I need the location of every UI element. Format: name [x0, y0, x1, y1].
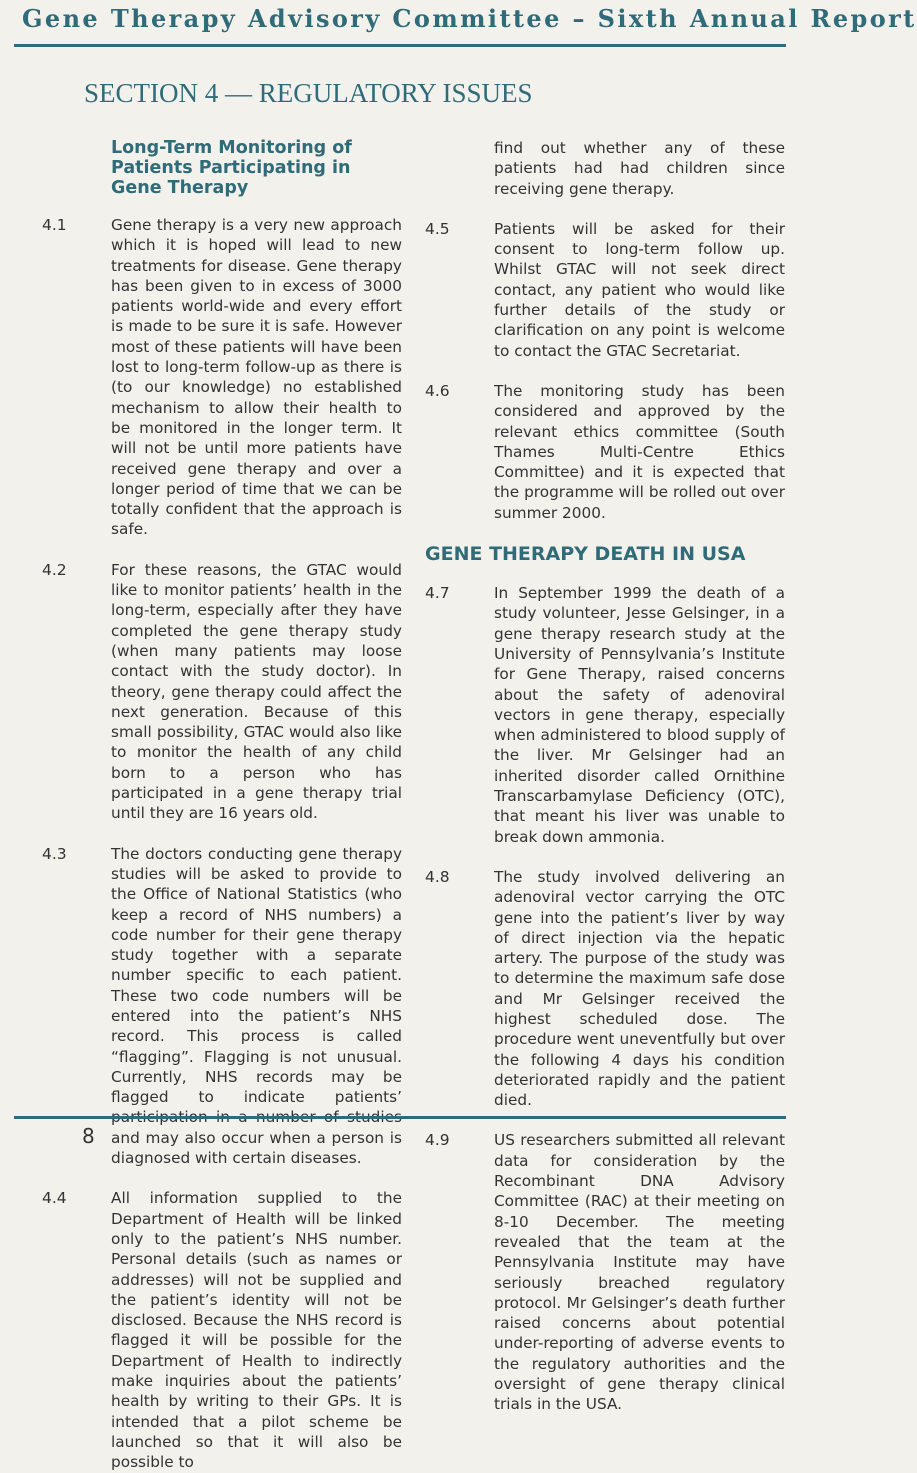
paragraph-number: 4.3: [42, 844, 67, 863]
paragraph-number: 4.8: [425, 867, 450, 886]
paragraph-4-8: [425, 867, 785, 1111]
left-column: [42, 138, 402, 1473]
death-heading: GENE THERAPY DEATH IN USA: [425, 543, 746, 566]
header-rule: [14, 44, 786, 47]
paragraph-4-9: [425, 1130, 785, 1414]
paragraph-text: Gene therapy is a very new approach which it is hoped will lead to new treatments for disease. Gene therapy has been given to in excess of 3000 patients world-wide and every effort is made to be sure it is safe. However most of these patients will have been lost to long-term follow-up as there is (to our knowledge) no established mechanism to allow their health to be monitored in the longer term. It will not be until more patients have received gene therapy and over a longer period of time that we can be totally confident that the approach is safe.: [111, 216, 402, 539]
paragraph-4-5: [425, 219, 785, 361]
paragraph-number: 4.9: [425, 1131, 450, 1150]
paragraph-4-1: [42, 215, 402, 540]
page-number: 8: [82, 1124, 95, 1148]
paragraph-4-4: [42, 1188, 402, 1472]
paragraph-4-7: [425, 583, 785, 847]
paragraph-text: Patients will be asked for their consent to long-term follow up. Whilst GTAC will not seek direct contact, any patient who would like further details of the study or clarification on any point is welcome to contact the GTAC Secretariat.: [494, 219, 785, 360]
paragraph-text: US researchers submitted all relevant data for consideration by the Recombinant DNA Advisory Committee (RAC) at their meeting on 8-10 December. The meeting revealed that the team at the Pennsylvania Institute may have seriously breached regulatory protocol. Mr Gelsinger’s death further raised concerns about potential under-reporting of adverse events to the regulatory authorities and the oversight of gene therapy clinical trials in the USA.: [494, 1131, 785, 1414]
right-column: [425, 138, 785, 1415]
paragraph-number: 4.2: [42, 560, 67, 579]
paragraph-text: All information supplied to the Department of Health will be linked only to the patient’s NHS number. Personal details (such as names or addresses) will not be supplied and the patient’s identity will not be disclosed. Because the NHS record is flagged it will be possible for the Department of Health to indirectly make inquiries about the patients’ health by writing to their GPs. It is intended that a pilot scheme be launched so that it will also be possible to: [111, 1189, 402, 1472]
paragraph-text: The doctors conducting gene therapy studies will be asked to provide to the Office of National Statistics (who keep a record of NHS numbers) a code number for their gene therapy study together with a separate number specific to each patient. These two code numbers will be entered into the patient’s NHS record. This process is called “flagging”. Flagging is not unusual. Currently, NHS records may be flagged to indicate patients’ and may also occur when a person is diagnosed with certain diseases.: [111, 844, 402, 1168]
paragraph-number: 4.1: [42, 216, 67, 234]
paragraph-4-2: [42, 560, 402, 824]
paragraph-4-6: [425, 381, 785, 523]
paragraph-4-4-continued: [425, 138, 785, 199]
paragraph-text: In September 1999 the death of a study volunteer, Jesse Gelsinger, in a gene therapy research study at the University of Pennsylvania’s Institute for Gene Therapy, raised concerns about the safety of adenoviral vectors in gene therapy, especially when administered to blood supply of the liver. Mr Gelsinger had an inherited disorder called Ornithine Transcarbamylase Deficiency (OTC), that meant his liver was unable to break down ammonia.: [494, 584, 785, 846]
paragraph-text: The monitoring study has been considered and approved by the relevant ethics committee (South Thames Multi-Centre Ethics Committee) and it is expected that the programme will be rolled out over summer 2000.: [494, 381, 785, 522]
paragraph-text: find out whether any of these patients had had children since receiving gene therapy.: [494, 139, 785, 198]
section-title: SECTION 4 — REGULATORY ISSUES: [84, 78, 533, 108]
monitoring-heading: Long-Term Monitoring of Patients Participating in Gene Therapy: [111, 138, 352, 198]
paragraph-text: For these reasons, the GTAC would like to monitor patients’ health in the long-term, especially after they have completed the gene therapy study (when many patients may loose contact with the study doctor). In theory, gene therapy could affect the next generation. Because of this small possibility, GTAC would also like to monitor the health of any child born to a person who has participated in a gene therapy trial until they are 16 years old.: [111, 560, 402, 823]
paragraph-number: 4.7: [425, 584, 450, 603]
paragraph-number: 4.4: [42, 1189, 67, 1208]
footer-rule: [14, 1116, 786, 1119]
paragraph-4-3: [42, 844, 402, 1169]
paragraph-number: 4.6: [425, 381, 450, 400]
running-header: Gene Therapy Advisory Committee – Sixth Annual Report: [22, 4, 917, 33]
paragraph-number: 4.5: [425, 219, 450, 238]
paragraph-text: The study involved delivering an adenoviral vector carrying the OTC gene into the patient’s liver by way of direct injection via the hepatic artery. The purpose of the study was to determine the maximum safe dose and Mr Gelsinger received the highest scheduled dose. The procedure went uneventfully but over the following 4 days his condition deteriorated rapidly and the patient died.: [494, 867, 785, 1110]
